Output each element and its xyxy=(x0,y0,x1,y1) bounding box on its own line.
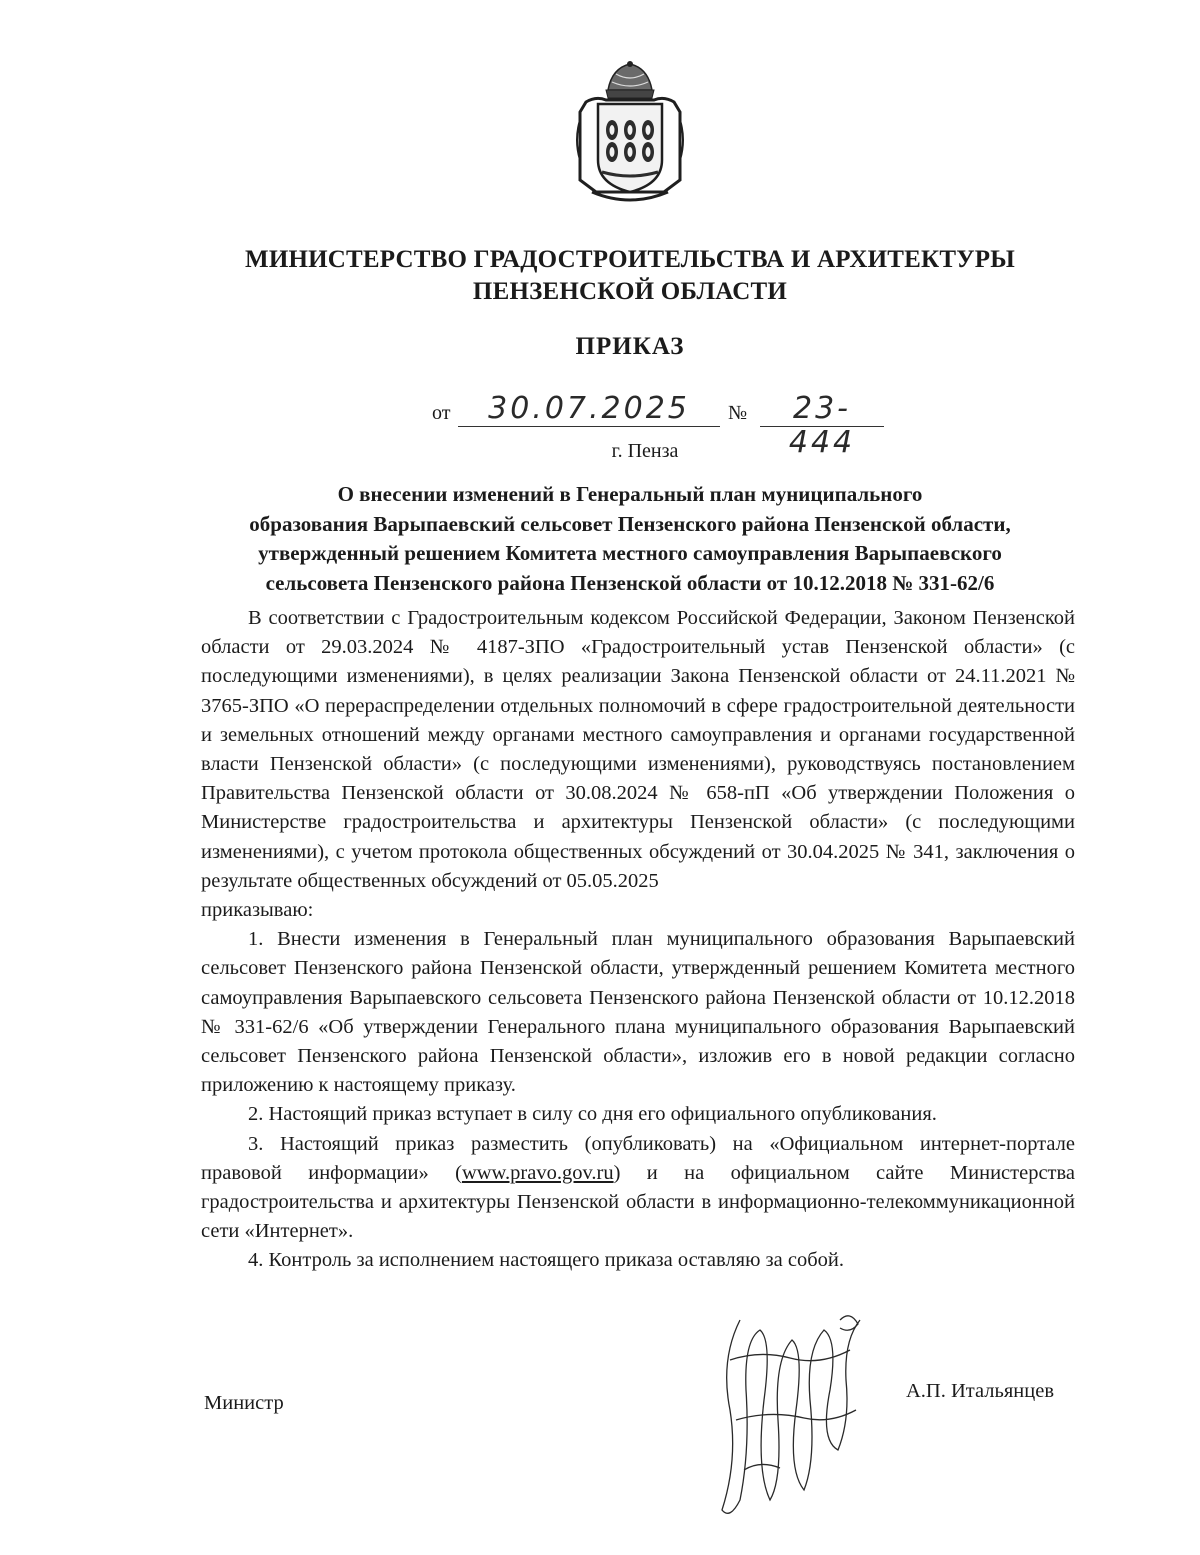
order-item-3 xyxy=(201,1130,1075,1247)
order-item-3-text-start: 3. Настоящий приказ разместить (опубликовать) на «Официальном интернет-портале правовой информации» ( xyxy=(201,1132,1075,1184)
ministry-name-line2: ПЕНЗЕНСКОЙ ОБЛАСТИ xyxy=(472,278,788,305)
order-number: 23-444 xyxy=(760,392,884,427)
handwritten-signature xyxy=(700,1300,880,1530)
order-item-4: 4. Контроль за исполнением настоящего приказа оставляю за собой. xyxy=(248,1249,844,1272)
subject-line: утвержденный решением Комитета местного самоуправления Варыпаевского xyxy=(258,541,1002,565)
subject-line: О внесении изменений в Генеральный план муниципального xyxy=(337,482,923,506)
order-subject xyxy=(190,480,1070,598)
subject-line: сельсовета Пензенского района Пензенской области от 10.12.2018 № 331-62/6 xyxy=(265,570,995,595)
order-date: 30.07.2025 xyxy=(458,392,720,427)
date-prefix: от xyxy=(432,402,451,424)
pravo-gov-link[interactable]: www.pravo.gov.ru xyxy=(461,1161,614,1184)
document-type-title: ПРИКАЗ xyxy=(575,333,685,360)
preamble-paragraph: В соответствии с Градостроительным кодексом Российской Федерации, Законом Пензенской области от 29.03.2024 № 4187-ЗПО «Градостроительный устав Пензенской области» (с последующими изменениями), в целях реализации Закона Пензенской области от 24.11.2021 № 3765-ЗПО «О перераспределении отдельных полномочий в сфере градостроительной деятельности и земельных отношений между органами местного самоуправления и органами государственной власти Пензенской области» (с последующими изменениями), руководствуясь постановлением Правительства Пензенской области от 30.08.2024 № 658-пП «Об утверждении Положения о Министерстве градостроительства и архитектуры Пензенской области» (с последующими изменениями), с учетом протокола общественных обсуждений от 30.04.2025 № 341, заключения о результате общественных обсуждений от 05.05.2025 xyxy=(201,607,1075,892)
order-body xyxy=(201,604,1075,1276)
order-item-1: 1. Внести изменения в Генеральный план муниципального образования Варыпаевский сельсовет Пензенского района Пензенской области, утвержденный решением Комитета местного самоуправления Варыпаевского сельсовета Пензенского района Пензенской области от 10.12.2018 № 331-62/6 «Об утверждении Генерального плана муниципального образования Варыпаевский сельсовет Пензенского района Пензенской области», изложив его в новой редакции согласно приложению к настоящему приказу. xyxy=(201,928,1075,1097)
order-item-2: 2. Настоящий приказ вступает в силу со дня его официального опубликования. xyxy=(248,1103,937,1126)
ministry-name xyxy=(150,244,1110,308)
subject-line: образования Варыпаевский сельсовет Пензенского района Пензенской области, xyxy=(249,511,1011,536)
penza-region-coat-of-arms-icon xyxy=(572,60,688,208)
ministry-name-line1: МИНИСТЕРСТВО ГРАДОСТРОИТЕЛЬСТВА И АРХИТЕКТУРЫ xyxy=(245,246,1015,273)
order-item-3-text-end: ) и на официальном сайте Министерства градостроительства и архитектуры Пензенской области в информационно-телекоммуникационной сети «Интернет». xyxy=(201,1161,1076,1243)
signature-row xyxy=(0,1380,1200,1414)
issue-city: г. Пенза xyxy=(611,440,679,462)
signer-title: Министр xyxy=(204,1392,284,1414)
order-word: приказываю: xyxy=(201,899,314,922)
number-prefix: № xyxy=(728,402,748,424)
signer-name: А.П. Итальянцев xyxy=(906,1380,1055,1402)
